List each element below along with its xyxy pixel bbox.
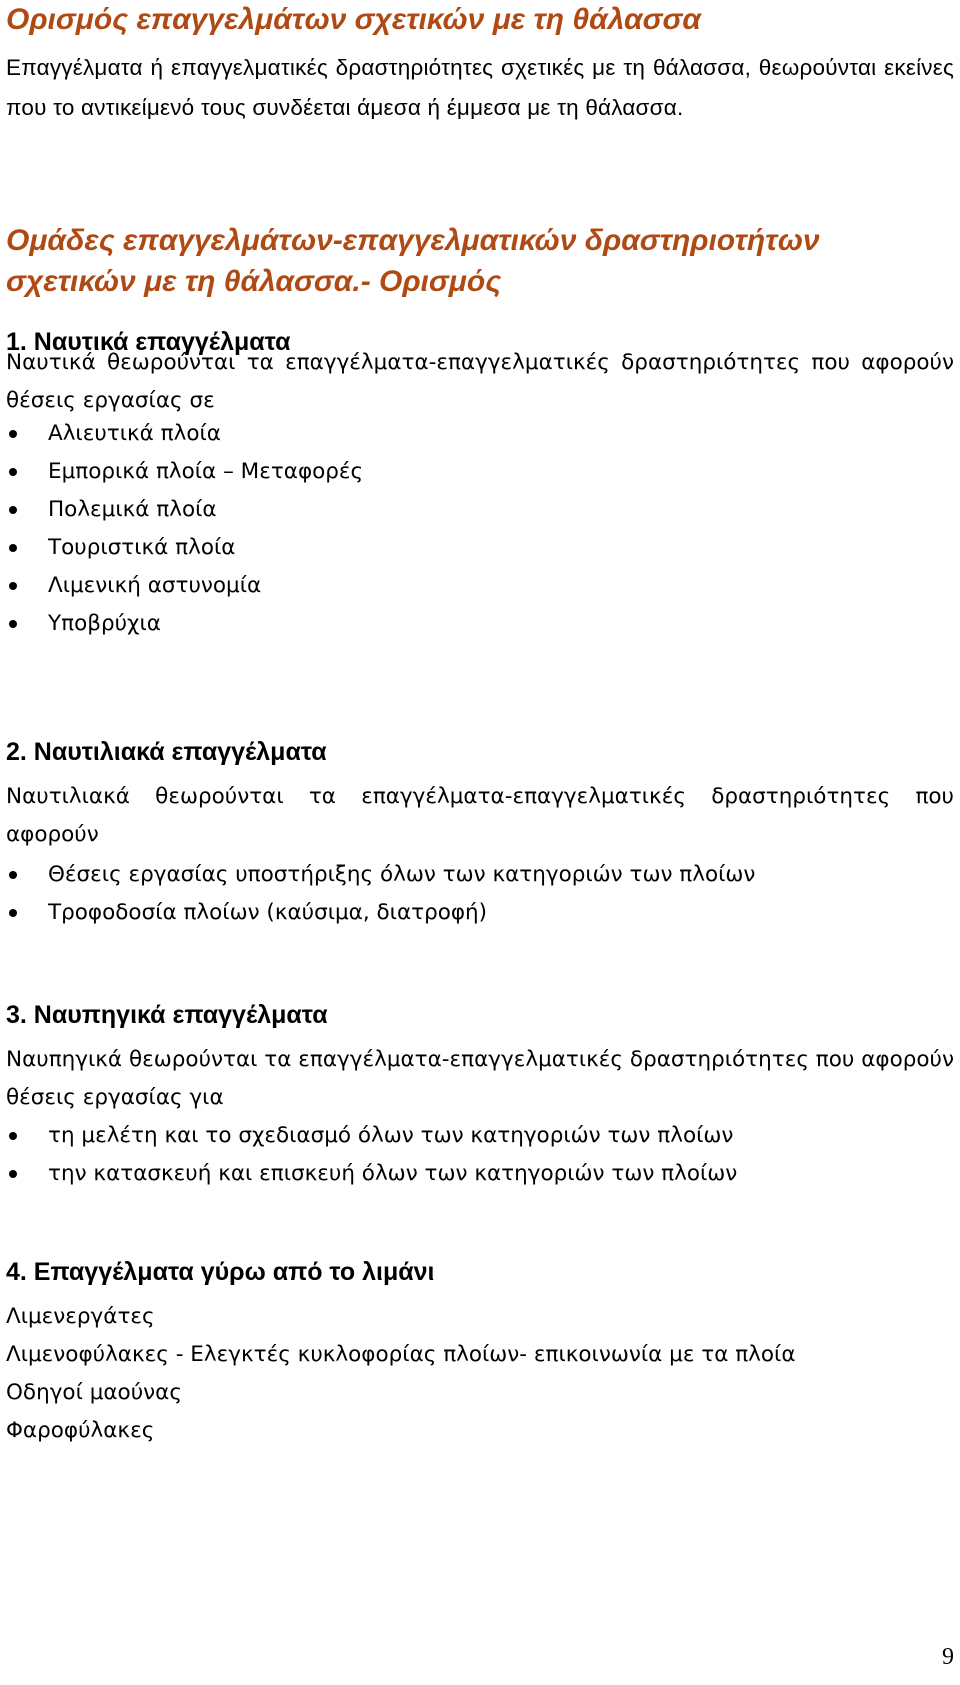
bullet-icon [9,620,17,628]
section-description-shipping: Ναυτιλιακά θεωρούνται τα επαγγέλματα-επαγγελματικές δραστηριότητες που αφορούν [6,784,954,847]
page-number: 9 [942,1644,954,1670]
list-item [6,894,755,932]
list-item-label: Πολεμικά πλοία [48,497,217,522]
list-item-label: Εμπορικά πλοία – Μεταφορές [48,459,364,484]
list-item-label: Υποβρύχια [48,611,161,636]
list-item [6,529,363,567]
list-item [6,453,363,491]
list-item-label: Τροφοδοσία πλοίων (καύσιμα, διατροφή) [48,900,488,925]
bullet-icon [9,506,17,514]
section-heading-shipping: 2. Ναυτιλιακά επαγγέλματα [6,738,327,766]
bullet-list-shipping [6,856,755,932]
intro-paragraph: Επαγγέλματα ή επαγγελματικές δραστηριότητες σχετικές με τη θάλασσα, θεωρούνται εκείνες που το αντικείμενό τους συνδέεται άμεσα ή έμμεσα με τη θάλασσα. [6,55,954,120]
list-item: Λιμενοφύλακες - Ελεγκτές κυκλοφορίας πλοίων- επικοινωνία με τα πλοία [6,1342,796,1367]
section-description-nautical: Ναυτικά θεωρούνται τα επαγγέλματα-επαγγελματικές δραστηριότητες που αφορούν θέσεις εργασίας σε [6,350,954,413]
list-item-label: Αλιευτικά πλοία [48,421,221,446]
bullet-icon [9,1132,17,1140]
list-item-label: την κατασκευή και επισκευή όλων των κατηγοριών των πλοίων [48,1161,738,1186]
bullet-icon [9,468,17,476]
bullet-list-nautical [6,415,363,643]
list-item: Λιμενεργάτες [6,1304,155,1329]
section-heading-port: 4. Επαγγέλματα γύρω από το λιμάνι [6,1258,435,1286]
list-item-label: τη μελέτη και το σχεδιασμό όλων των κατηγοριών των πλοίων [48,1123,734,1148]
section-heading-nautical: 1. Ναυτικά επαγγέλματα [6,328,291,356]
list-item [6,1155,737,1193]
bullet-icon [9,871,17,879]
bullet-icon [9,544,17,552]
bullet-list-shipbuilding [6,1117,737,1193]
list-item [6,856,755,894]
groups-title: Ομάδες επαγγελμάτων-επαγγελματικών δραστηριοτήτων σχετικών με τη θάλασσα.- Ορισμός [6,224,820,298]
main-title: Ορισμός επαγγελμάτων σχετικών με τη θάλασσα [6,3,702,36]
list-item [6,605,363,643]
bullet-icon [9,582,17,590]
list-item-label: Θέσεις εργασίας υποστήριξης όλων των κατηγοριών των πλοίων [48,862,756,887]
section-heading-shipbuilding: 3. Ναυπηγικά επαγγέλματα [6,1001,328,1029]
list-item: Φαροφύλακες [6,1418,155,1443]
list-item: Οδηγοί μαούνας [6,1380,182,1405]
list-item-label: Τουριστικά πλοία [48,535,236,560]
list-item [6,567,363,605]
list-item [6,491,363,529]
list-item [6,415,363,453]
list-item-label: Λιμενική αστυνομία [48,573,262,598]
list-item [6,1117,737,1155]
section-description-shipbuilding: Ναυπηγικά θεωρούνται τα επαγγέλματα-επαγγελματικές δραστηριότητες που αφορούν θέσεις εργασίας για [6,1047,954,1110]
bullet-icon [9,1170,17,1178]
port-jobs-list [6,1298,796,1450]
bullet-icon [9,909,17,917]
bullet-icon [9,430,17,438]
